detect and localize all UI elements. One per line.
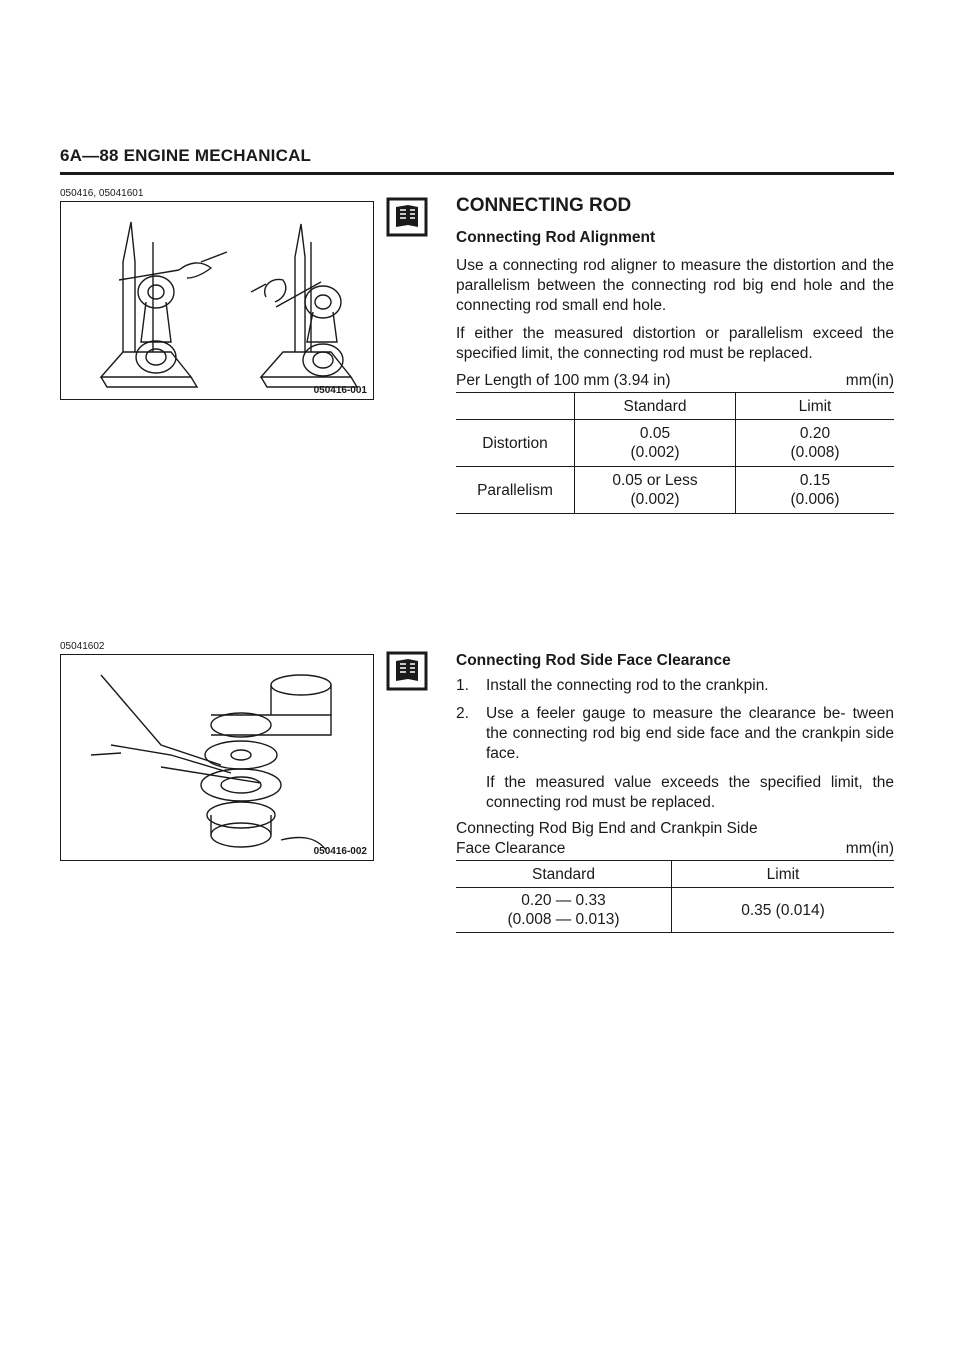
table-header-limit: Limit — [798, 397, 832, 415]
table2-caption-units: mm(in) — [845, 840, 894, 857]
table-header-empty — [456, 393, 575, 420]
table1-caption — [456, 371, 894, 391]
table-header-row — [456, 393, 894, 420]
list-item — [456, 676, 894, 696]
list-item — [456, 773, 894, 813]
figure1-id: 050416, 05041601 — [60, 188, 144, 199]
section1-title: CONNECTING ROD — [456, 195, 632, 216]
figure1-label: 050416-001 — [313, 385, 367, 396]
clearance-standard-mm: 0.20 — 0.33 — [521, 892, 606, 909]
table2-caption — [456, 839, 894, 859]
header-rule — [60, 172, 894, 175]
distortion-standard — [575, 420, 736, 467]
table-row — [456, 467, 894, 514]
figure2-label: 050416-002 — [313, 846, 367, 857]
row-label-parallelism: Parallelism — [456, 467, 575, 514]
table2-caption-line1: Connecting Rod Big End and Crankpin Side — [456, 820, 758, 837]
section2-subtitle: Connecting Rod Side Face Clearance — [456, 652, 731, 669]
clearance-spec-table — [456, 860, 894, 933]
crankpin-illustration — [61, 655, 373, 860]
figure2-feeler-gauge — [60, 654, 374, 861]
table1-caption-units: mm(in) — [845, 372, 894, 389]
table-header-standard: Standard — [575, 393, 736, 420]
parallelism-limit-in: (0.006) — [790, 491, 840, 508]
step1-number: 1. — [456, 677, 469, 694]
aligner-illustration — [61, 202, 373, 399]
section-side-face-clearance — [456, 651, 894, 933]
clearance-limit: 0.35 (0.014) — [741, 901, 825, 919]
table-row — [456, 420, 894, 467]
section1-subtitle: Connecting Rod Alignment — [456, 229, 656, 246]
distortion-limit-in: (0.008) — [790, 444, 840, 461]
clearance-standard-in: (0.008 — 0.013) — [507, 911, 620, 928]
step2-number: 2. — [456, 705, 469, 722]
distortion-standard-in: (0.002) — [630, 444, 680, 461]
section1-para2: If either the measured distortion or parallelism exceed the specified limit, the connecting rod must be replaced. — [456, 325, 894, 362]
note-text: If the measured value exceeds the specified limit, the connecting rod must be replaced. — [486, 774, 894, 811]
list-item — [456, 704, 894, 764]
manual-reference-icon — [386, 197, 428, 237]
clearance-standard — [456, 888, 672, 933]
distortion-standard-mm: 0.05 — [639, 425, 671, 442]
section1-para1: Use a connecting rod aligner to measure the distortion and the parallelism between the connecting rod big end hole and the connecting rod small end hole. — [456, 257, 894, 314]
table-header-row — [456, 861, 894, 888]
alignment-spec-table — [456, 392, 894, 514]
row-label-distortion: Distortion — [456, 420, 575, 467]
section-connecting-rod — [456, 196, 894, 514]
page-header-title: 6A—88 ENGINE MECHANICAL — [60, 146, 312, 165]
distortion-limit-mm: 0.20 — [799, 425, 831, 442]
table2-header-limit: Limit — [766, 865, 800, 883]
table2-header-standard: Standard — [456, 861, 672, 888]
distortion-limit — [736, 420, 895, 467]
parallelism-limit — [736, 467, 895, 514]
figure2-id: 05041602 — [60, 641, 105, 652]
step2-text: Use a feeler gauge to measure the clearance be- tween the connecting rod big end side face and the crankpin side face. — [486, 705, 894, 762]
manual-reference-icon — [386, 651, 428, 691]
step1-text: Install the connecting rod to the crankpin. — [486, 677, 769, 694]
parallelism-limit-mm: 0.15 — [799, 472, 831, 489]
figure1-connecting-rod-aligner — [60, 201, 374, 400]
parallelism-standard-mm: 0.05 or Less — [612, 472, 698, 489]
table1-caption-left: Per Length of 100 mm (3.94 in) — [456, 372, 671, 389]
parallelism-standard — [575, 467, 736, 514]
table-row — [456, 888, 894, 933]
table2-caption-left: Face Clearance — [456, 840, 566, 857]
parallelism-standard-in: (0.002) — [630, 491, 680, 508]
